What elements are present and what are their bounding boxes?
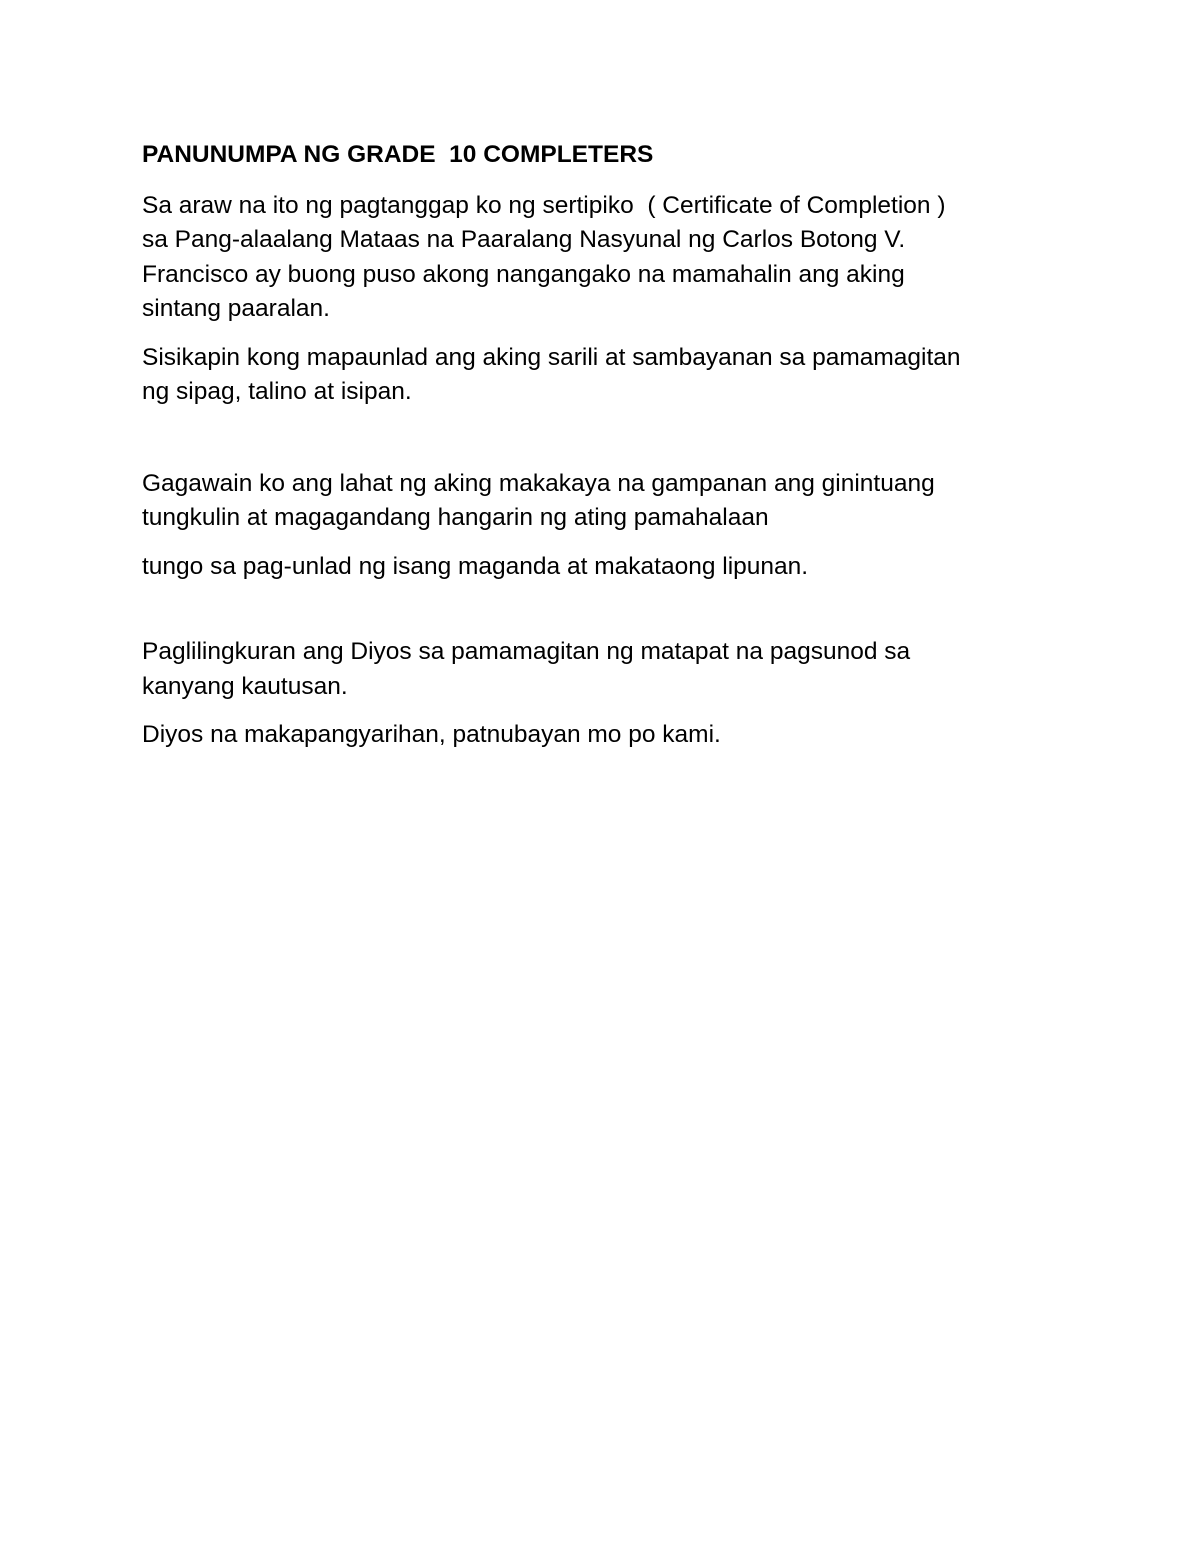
text-line: sintang paaralan. <box>142 295 330 322</box>
text-line: tungkulin at magagandang hangarin ng ating pamahalaan <box>142 504 769 531</box>
document-title: PANUNUMPA NG GRADE 10 COMPLETERS <box>142 141 654 168</box>
document-body <box>142 138 1082 767</box>
text-line: Gagawain ko ang lahat ng aking makakaya na gampanan ang ginintuang <box>142 469 935 497</box>
text-line: Diyos na makapangyarihan, patnubayan mo po kami. <box>142 721 721 748</box>
paragraph-gagawain <box>142 467 1082 536</box>
paragraph-tungo <box>142 550 1082 585</box>
text-line: Francisco ay buong puso akong nangangako na mamahalin ang aking <box>142 260 905 288</box>
text-line: sa Pang-alaalang Mataas na Paaralang Nasyunal ng Carlos Botong V. <box>142 226 906 253</box>
text-line: kanyang kautusan. <box>142 672 348 700</box>
text-line: Sa araw na ito ng pagtanggap ko ng sertipiko ( Certificate of Completion ) <box>142 191 946 219</box>
paragraph-sisikapin <box>142 341 1082 410</box>
paragraph-certificate <box>142 189 1082 327</box>
paragraph-paglilingkuran <box>142 635 1082 704</box>
text-line: Sisikapin kong mapaunlad ang aking sarili at sambayanan sa pamamagitan <box>142 343 961 371</box>
text-line: tungo sa pag-unlad ng isang maganda at makataong lipunan. <box>142 552 809 580</box>
paragraph-diyos <box>142 718 1082 753</box>
text-line: Paglilingkuran ang Diyos sa pamamagitan ng matapat na pagsunod sa <box>142 638 911 665</box>
text-line: ng sipag, talino at isipan. <box>142 378 412 405</box>
